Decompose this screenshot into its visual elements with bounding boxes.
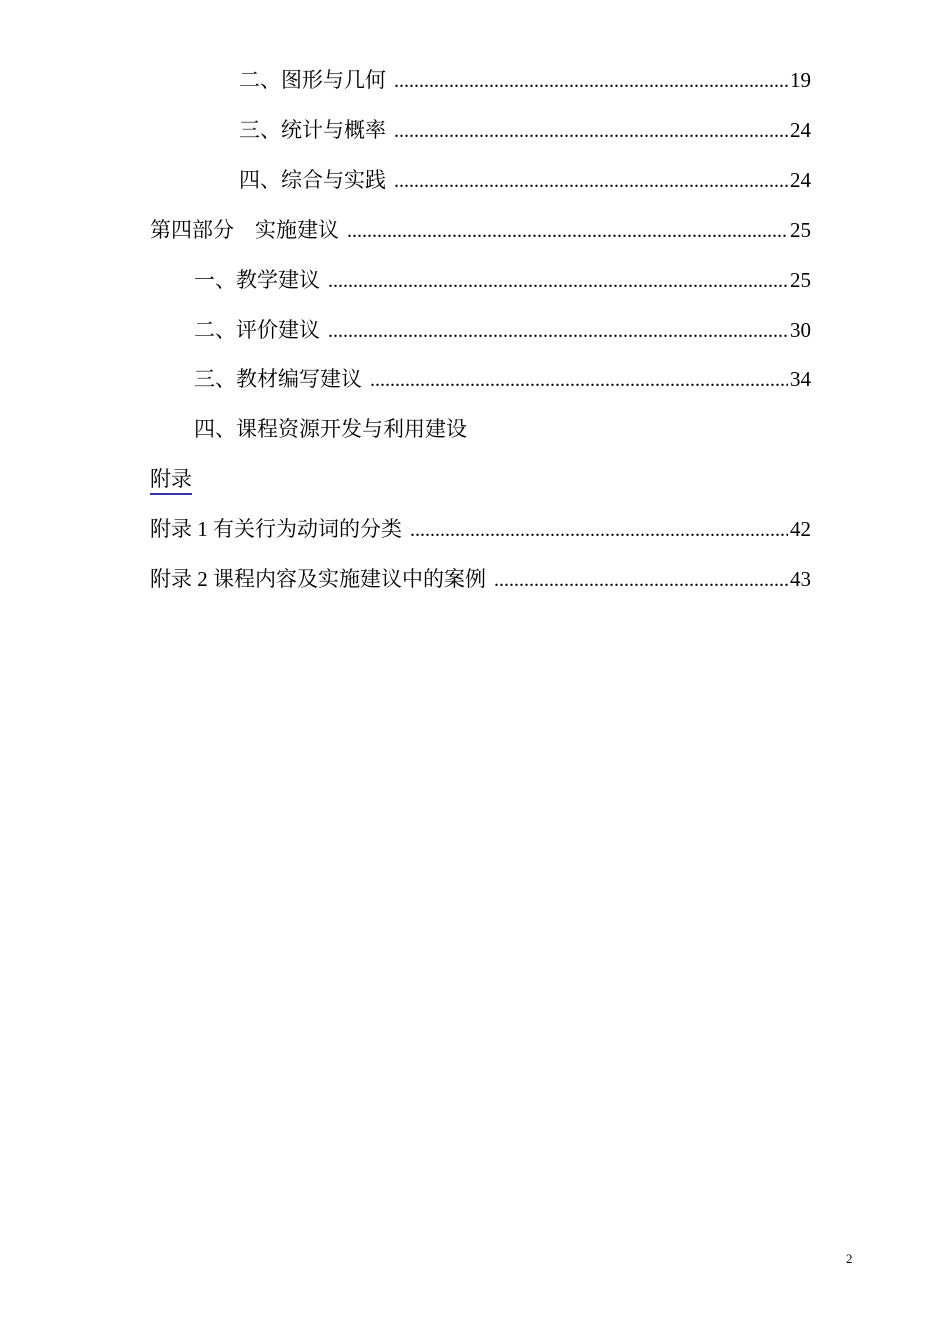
toc-entry-graphics-geometry[interactable] — [239, 66, 811, 94]
toc-entry-title: 四、综合与实践 — [239, 168, 386, 192]
toc-entry-page: 19 — [790, 68, 811, 92]
toc-entry-title-rest: 有关行为动词的分类 — [213, 517, 402, 541]
toc-entry-title: 二、图形与几何 — [239, 68, 386, 92]
toc-entry-title-number: 2 — [192, 567, 213, 591]
toc-entry-title — [150, 515, 402, 543]
toc-entry-title-prefix: 附录 — [150, 567, 192, 591]
toc-entry-title-prefix: 附录 — [150, 517, 192, 541]
toc-entry-page: 25 — [790, 268, 811, 292]
toc-dot-leader — [328, 267, 788, 295]
page-number: 2 — [846, 1251, 853, 1266]
toc-entry-title — [150, 565, 486, 593]
toc-entry-page: 34 — [790, 367, 811, 391]
toc-entry-title-number: 1 — [192, 517, 213, 541]
toc-entry-page: 25 — [790, 218, 811, 242]
toc-entry-teaching-suggestions[interactable] — [194, 266, 811, 294]
toc-dot-leader — [370, 366, 788, 394]
toc-dot-leader — [494, 566, 788, 594]
toc-entry-part-four[interactable] — [150, 216, 811, 244]
toc-entry-page: 24 — [790, 118, 811, 142]
toc-dot-leader — [394, 167, 788, 195]
toc-entry-synthesis-practice[interactable] — [239, 166, 811, 194]
toc-entry-textbook-suggestions[interactable] — [194, 365, 811, 393]
toc-entry-evaluation-suggestions[interactable] — [194, 316, 811, 344]
toc-entry-title: 三、统计与概率 — [239, 118, 386, 142]
toc-entry-title: 第四部分 实施建议 — [150, 218, 339, 242]
toc-entry-page: 42 — [790, 517, 811, 541]
toc-entry-title: 一、教学建议 — [194, 268, 320, 292]
toc-entry-page: 43 — [790, 567, 811, 591]
toc-dot-leader — [347, 217, 788, 245]
toc-entry-appendix-2[interactable] — [150, 565, 811, 593]
toc-entry-statistics-probability[interactable] — [239, 116, 811, 144]
toc-entry-page: 30 — [790, 318, 811, 342]
toc-dot-leader — [394, 117, 788, 145]
toc-entry-appendix-heading[interactable]: 附录 — [150, 465, 192, 495]
toc-entry-page: 24 — [790, 168, 811, 192]
toc-entry-appendix-1[interactable] — [150, 515, 811, 543]
toc-entry-title: 二、评价建议 — [194, 318, 320, 342]
toc-dot-leader — [394, 67, 788, 95]
toc-entry-course-resources[interactable] — [194, 415, 467, 443]
toc-entry-title: 三、教材编写建议 — [194, 367, 362, 391]
toc-dot-leader — [410, 516, 788, 544]
toc-entry-title: 四、课程资源开发与利用建设 — [194, 417, 467, 441]
toc-dot-leader — [328, 317, 788, 345]
toc-entry-title-rest: 课程内容及实施建议中的案例 — [213, 567, 486, 591]
